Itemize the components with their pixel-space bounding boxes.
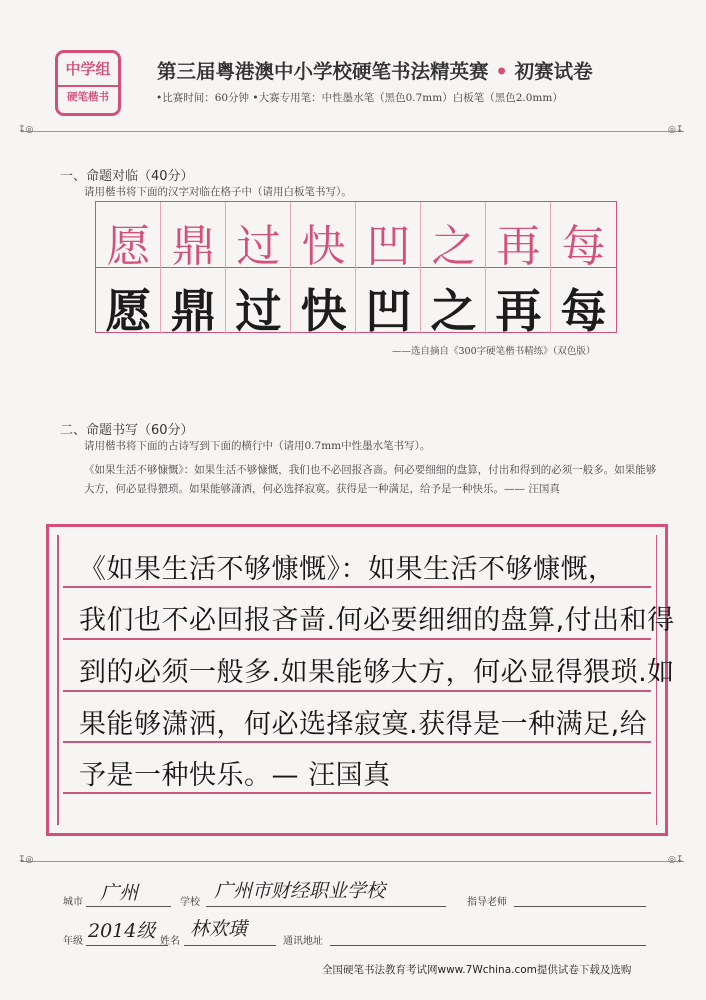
top-divider: [22, 131, 684, 132]
copied-character: 再: [495, 284, 542, 338]
model-character: 愿: [106, 221, 151, 272]
name-value[interactable]: 林欢璜: [190, 918, 248, 940]
copied-character: 快: [300, 284, 347, 338]
poem-text: 《如果生活不够慷慨》：如果生活不够慷慨，我们也不必回报吝啬。何必要细细的盘算，付出和得到的必须一般多。如果能够大方，何必显得猥琐。如果能够潇洒，何必选择寂寞。获得是一种满足，给予是一种快乐。—— 汪国真: [84, 464, 657, 495]
section1-heading: 一、命题对临（40分）: [60, 169, 194, 184]
city-line: [86, 906, 171, 907]
writing-line: [63, 586, 651, 588]
name-line: [184, 945, 276, 946]
school-value[interactable]: 广州市财经职业学校: [214, 880, 386, 902]
section2-heading: 二、命题书写（60分）: [60, 423, 194, 438]
title-separator: •: [495, 60, 508, 83]
writing-line: [63, 792, 651, 794]
handwritten-line[interactable]: 到的必须一般多.如果能够大方，何必显得猥琐.如: [79, 657, 675, 688]
writing-line: [63, 690, 651, 692]
grade-value[interactable]: 2014级: [88, 920, 156, 942]
divider-ornament-right-icon: ◎↧: [668, 125, 684, 135]
teacher-label: 指导老师: [467, 897, 507, 908]
writing-line: [63, 638, 651, 640]
copied-character: 愿: [105, 284, 152, 338]
exam-meta: [156, 90, 563, 105]
practice-grid: [95, 201, 617, 338]
meta-pens: •大赛专用笔：中性墨水笔（黑色0.7mm）白板笔（黑色2.0mm）: [252, 92, 563, 104]
meta-time: •比赛时间：60分钟: [156, 92, 250, 104]
model-character: 每: [561, 221, 606, 272]
badge-style-label: 硬笔楷书: [67, 91, 109, 103]
section2-instruction: 请用楷书将下面的古诗写到下面的横行中（请用0.7mm中性墨水笔书写）。: [84, 440, 431, 452]
grade-label: 年级: [63, 936, 83, 947]
model-character: 鼎: [171, 221, 216, 272]
model-character: 再: [496, 221, 541, 272]
writing-box: [46, 524, 675, 836]
copied-character: 过: [235, 284, 282, 338]
divider-ornament-left-icon: ↧◎: [18, 855, 34, 865]
copied-character: 之: [430, 284, 477, 338]
model-character: 凹: [366, 221, 411, 272]
school-line: [206, 906, 446, 907]
school-label: 学校: [180, 897, 200, 908]
model-character: 快: [301, 221, 346, 272]
address-line[interactable]: [330, 945, 646, 946]
section1-instruction: 请用楷书将下面的汉字对临在格子中（请用白板笔书写）。: [84, 186, 352, 198]
title-main: 第三届粤港澳中小学校硬笔书法精英赛: [157, 60, 489, 83]
teacher-line[interactable]: [514, 906, 646, 907]
model-character: 过: [236, 221, 281, 272]
name-label: 姓名: [160, 936, 180, 947]
city-value[interactable]: 广州: [100, 882, 139, 904]
copied-character: 每: [560, 284, 607, 338]
divider-ornament-left-icon: ↧◎: [18, 125, 34, 135]
footer-note: 全国硬笔书法教育考试网www.7Wchina.com提供试卷下载及选购: [322, 964, 632, 976]
handwritten-line[interactable]: 《如果生活不够慷慨》：如果生活不够慷慨，: [79, 554, 616, 585]
badge-group-label: 中学组: [58, 53, 118, 87]
address-label: 通讯地址: [283, 936, 323, 947]
handwritten-line[interactable]: 果能够潇洒，何必选择寂寞.获得是一种满足,给: [79, 709, 648, 740]
handwritten-line[interactable]: 我们也不必回报吝啬.何必要细细的盘算,付出和得: [79, 605, 675, 636]
group-badge: [55, 50, 121, 116]
section1-source: ——选自摘自《300字硬笔楷书精练》（双色版）: [392, 346, 596, 357]
divider-ornament-right-icon: ◎↧: [668, 855, 684, 865]
bottom-divider: [22, 861, 684, 862]
writing-box-inner-border-left: [57, 535, 59, 825]
city-label: 城市: [63, 897, 83, 908]
writing-line: [63, 741, 651, 743]
grade-line: [86, 945, 168, 946]
copied-character: 凹: [365, 284, 412, 338]
copied-character: 鼎: [170, 284, 217, 338]
exam-title: [157, 56, 593, 84]
title-sub: 初赛试卷: [514, 60, 593, 83]
model-character: 之: [431, 221, 476, 272]
handwritten-line[interactable]: 予是一种快乐。— 汪国真: [79, 760, 391, 791]
